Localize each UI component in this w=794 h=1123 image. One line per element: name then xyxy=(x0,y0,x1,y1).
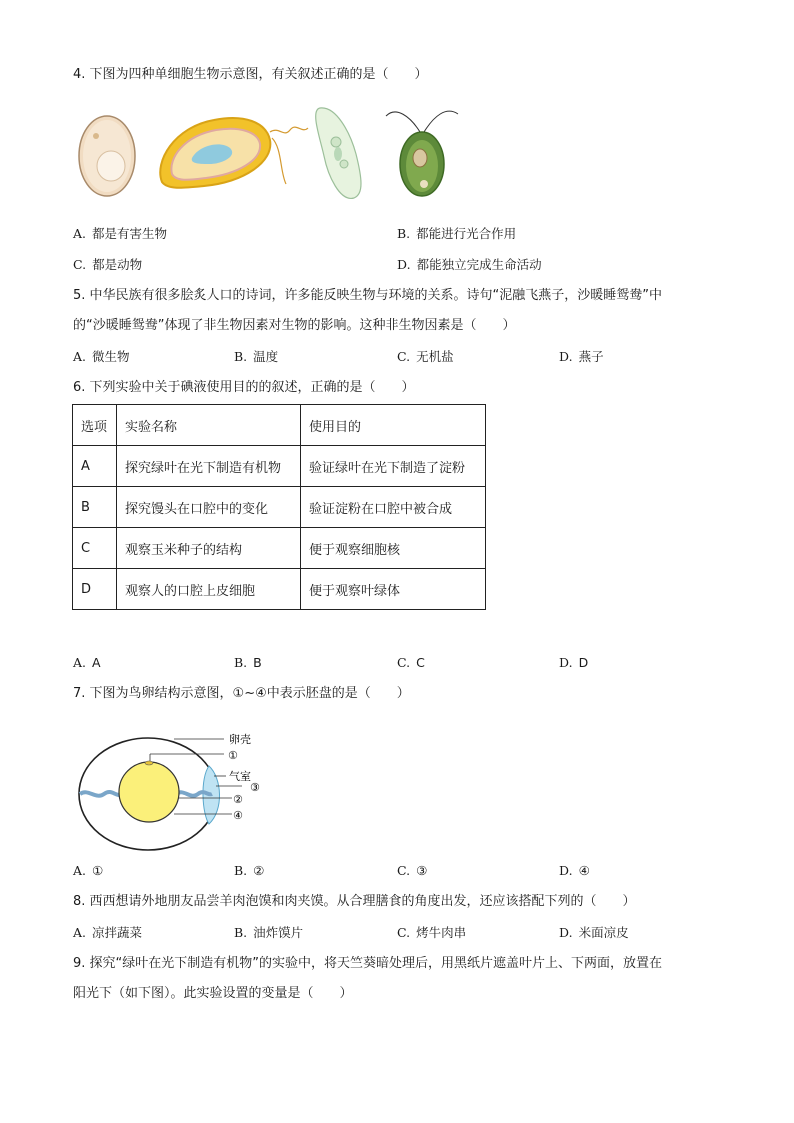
q7-option-a[interactable]: A. ① xyxy=(73,863,104,878)
q6-option-d[interactable]: D. D xyxy=(559,655,589,670)
label-shell: 卵壳 xyxy=(229,733,251,746)
bird-egg-diagram xyxy=(74,728,284,860)
table-cell: 便于观察叶绿体 xyxy=(301,569,486,610)
yeast-cell-image xyxy=(79,116,135,196)
table-row xyxy=(73,528,486,569)
paramecium-image xyxy=(316,108,361,199)
table-header-row xyxy=(73,405,486,446)
q5-option-c[interactable]: C. 无机盐 xyxy=(397,349,454,364)
table-row xyxy=(73,569,486,610)
label-air-chamber: 气室 xyxy=(229,770,251,783)
q4-option-c[interactable]: C. 都是动物 xyxy=(73,257,143,272)
q7-option-d[interactable]: D. ④ xyxy=(559,863,590,878)
table-row xyxy=(73,487,486,528)
label-4: ④ xyxy=(233,809,243,822)
q9-stem-line1: 9. 探究“绿叶在光下制造有机物”的实验中，将天竺葵暗处理后，用黑纸片遮盖叶片上、下两面，放置在 xyxy=(73,956,663,971)
q4-option-a[interactable]: A. 都是有害生物 xyxy=(73,226,168,241)
q4-stem: 4. 下图为四种单细胞生物示意图，有关叙述正确的是（ ） xyxy=(73,67,428,82)
table-cell: 观察人的口腔上皮细胞 xyxy=(117,569,301,610)
table-cell: D xyxy=(73,569,117,610)
table-cell: 探究馒头在口腔中的变化 xyxy=(117,487,301,528)
table-cell: A xyxy=(73,446,117,487)
q8-option-c[interactable]: C. 烤牛肉串 xyxy=(397,925,467,940)
q9-stem-line2: 阳光下（如下图）。此实验设置的变量是（ ） xyxy=(73,986,353,1001)
table-cell: 观察玉米种子的结构 xyxy=(117,528,301,569)
q5-stem-line2: 的“沙暖睡鸳鸯”体现了非生物因素对生物的影响。这种非生物因素是（ ） xyxy=(73,318,516,333)
table-cell: 验证淀粉在口腔中被合成 xyxy=(301,487,486,528)
q6-option-c[interactable]: C. C xyxy=(397,655,425,670)
label-2: ② xyxy=(233,793,243,806)
table-cell: 便于观察细胞核 xyxy=(301,528,486,569)
q7-option-b[interactable]: B. ② xyxy=(234,863,265,878)
q5-stem-line1: 5. 中华民族有很多脍炙人口的诗词，许多能反映生物与环境的关系。诗句“泥融飞燕子，沙暖睡鸳鸯”中 xyxy=(73,288,663,303)
table-header-cell: 选项 xyxy=(73,405,117,446)
q5-option-d[interactable]: D. 燕子 xyxy=(559,349,604,364)
q8-option-d[interactable]: D. 米面凉皮 xyxy=(559,925,629,940)
q8-option-b[interactable]: B. 油炸馍片 xyxy=(234,925,304,940)
experiment-table xyxy=(72,404,486,610)
q6-option-a[interactable]: A. A xyxy=(73,655,101,670)
q4-option-d[interactable]: D. 都能独立完成生命活动 xyxy=(397,257,542,272)
table-row xyxy=(73,446,486,487)
q7-option-c[interactable]: C. ③ xyxy=(397,863,428,878)
q8-stem: 8. 西西想请外地朋友品尝羊肉泡馍和肉夹馍。从合理膳食的角度出发，还应该搭配下列的（ ） xyxy=(73,894,636,909)
germinal-disc-shape xyxy=(145,761,153,765)
q6-option-b[interactable]: B. B xyxy=(234,655,262,670)
yolk-shape xyxy=(119,762,179,822)
chlamydomonas-image xyxy=(386,111,458,196)
q4-option-b[interactable]: B. 都能进行光合作用 xyxy=(397,226,517,241)
label-1: ① xyxy=(228,749,238,762)
q5-option-b[interactable]: B. 温度 xyxy=(234,349,279,364)
unicellular-organisms-figure xyxy=(74,102,474,202)
table-header-cell: 使用目的 xyxy=(301,405,486,446)
bacterium-image xyxy=(160,118,308,188)
table-cell: C xyxy=(73,528,117,569)
q5-option-a[interactable]: A. 微生物 xyxy=(73,349,130,364)
q7-stem: 7. 下图为鸟卵结构示意图，①~④中表示胚盘的是（ ） xyxy=(73,686,410,701)
table-cell: 探究绿叶在光下制造有机物 xyxy=(117,446,301,487)
table-cell: 验证绿叶在光下制造了淀粉 xyxy=(301,446,486,487)
label-3: ③ xyxy=(250,781,260,794)
q6-stem: 6. 下列实验中关于碘液使用目的的叙述，正确的是（ ） xyxy=(73,380,415,395)
q8-option-a[interactable]: A. 凉拌蔬菜 xyxy=(73,925,143,940)
table-header-cell: 实验名称 xyxy=(117,405,301,446)
table-cell: B xyxy=(73,487,117,528)
